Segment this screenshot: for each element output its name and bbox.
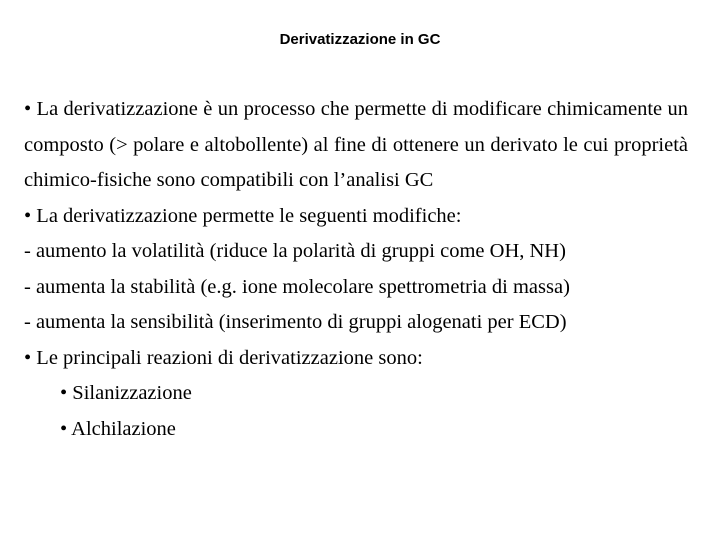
reaction-alkylation: • Alchilazione [60, 417, 176, 440]
modification-volatility: - aumento la volatilità (riduce la polarità di gruppi come OH, NH) [24, 240, 566, 262]
bullet-reactions-intro: • Le principali reazioni di derivatizzazione sono: [24, 346, 423, 369]
modification-stability: - aumenta la stabilità (e.g. ione molecolare spettrometria di massa) [24, 275, 570, 298]
slide-title: Derivatizzazione in GC [279, 31, 441, 48]
slide-body [24, 92, 688, 447]
modification-sensitivity: - aumenta la sensibilità (inserimento di gruppi alogenati per ECD) [24, 311, 567, 333]
bullet-modifications-intro: • La derivatizzazione permette le seguenti modifiche: [24, 204, 462, 227]
reaction-silanization: • Silanizzazione [60, 382, 192, 404]
bullet-derivatization-definition: • La derivatizzazione è un processo che permette di modificare chimicamente un composto (> polare e altobollente) al fine di ottenere un derivato le cui proprietà chimico-fisiche sono compatibili con l’analisi GC [24, 98, 688, 191]
